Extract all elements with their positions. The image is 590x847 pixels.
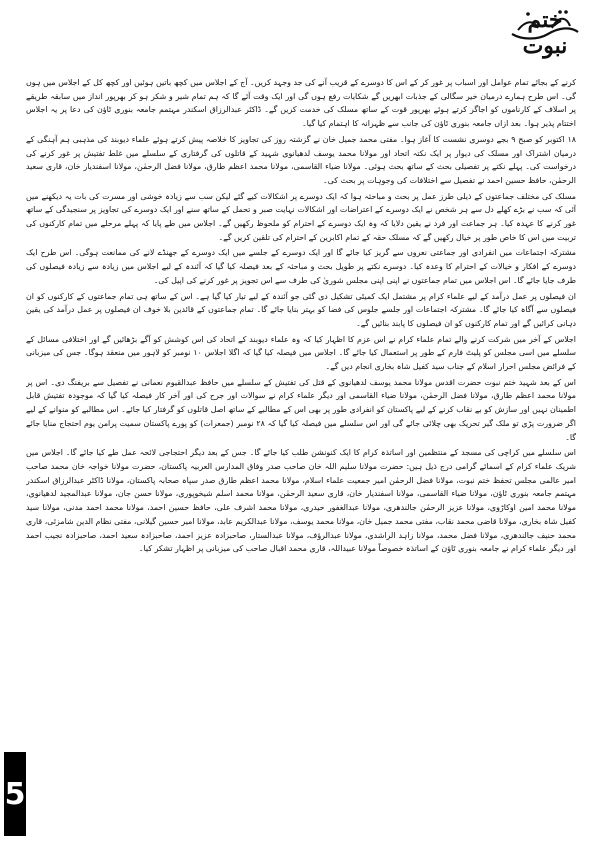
paragraph-6: اجلاس کے آخر میں شرکت کرنے والے تمام علماء کرام نے اس عزم کا اظہار کیا کہ وہ علماء دیوبند کے اتحاد کی اس کوشش کو آگے بڑھائیں گے اور اختلافی مسائل کے سلسلے میں اسی مجلس کو پلیٹ فارم کے طور پر استعمال کیا جائے گا۔ اجلاس میں فیصلہ کیا گیا کہ اگلا اجلاس ۱۰ نومبر کو لاہور میں منعقد ہوگا۔ جس کی میزبانی کے فرائض مجلس احرار اسلام کے جناب سید کفیل شاہ بخاری انجام دیں گے۔: [26, 334, 576, 372]
article-body: [26, 76, 576, 833]
page-number: 5: [4, 776, 26, 812]
paragraph-8: اس سلسلے میں کراچی کی مسجد کے منتظمین اور اساتذہ کرام کا ایک کنونشن طلب کیا جائے گا۔ جس کے بعد دیگر احتجاجی لائحہ عمل طے کیا جائے گا۔ اجلاس میں شریک علماء کرام کے اسمائے گرامی درج ذیل ہیں: حضرت مولانا سلیم اللہ خان صاحب صدر وفاق المدارس العربیہ پاکستان، حضرت مولانا خواجہ خان محمد صاحب امیر عالمی مجلس تحفظ ختم نبوت، مولانا فضل الرحمٰن امیر جمعیت علماء اسلام، مولانا محمد اعظم طارق صدر سپاہ صحابہ پاکستان، مولانا ڈاکٹر عبدالرزاق اسکندر مہتمم جامعہ بنوری ٹاؤن، مولانا ضیاء القاسمی، مولانا اسفندیار خان، قاری سعید الرحمٰن، مولانا محمد اسلم شیخوپوری، مولانا حسن جان، مولانا عبدالمجید لدھیانوی، مولانا محمد امین اوکاڑوی، مولانا عزیز الرحمٰن جالندھری، مولانا عبدالغفور حیدری، مولانا محمد اشرف علی، حافظ حسین احمد، مولانا محمد احمد مدنی، مولانا سید کفیل شاہ بخاری، مولانا قاضی محمد نقاب، مفتی محمد جمیل خان، مولانا محمد یوسف، مولانا عبدالکریم عابد، مولانا امیر حسین گیلانی، مفتی نظام الدین شامزئی، قاری محمد حنیف جالندھری، مولانا فضل محمد، مولانا زاہد الراشدی، مولانا عبدالرؤف، مولانا عبدالستار، صاحبزادہ عزیز احمد، صاحبزادہ سعید احمد، صاحبزادہ نجیب احمد اور دیگر علماء کرام نے جامعہ بنوری ٹاؤن کے اساتذہ خصوصاً مولانا عبیداللہ، قاری محمد اقبال صاحب کی میزبانی پر اظہار تشکر کیا۔: [26, 448, 576, 554]
page-number-tab: [4, 752, 26, 836]
masthead-title: ختم نبوت: [522, 7, 568, 59]
paragraph-3: مسلک کی مختلف جماعتوں کے ذیلی طرز عمل پر بحث و مباحثہ ہوا کہ ایک دوسرے پر اشکالات کیے گئے لیکن سب سے زیادہ خوشی اور مسرت کی بات یہ دیکھنے میں آئی کہ سب نے بڑے کھلے دل سے ہر شخص نے ایک دوسرے کے اعتراضات اور اشکالات نہایت صبر و تحمل کے ساتھ سنے اور ایک دوسرے کی تجاویز پر سنجیدگی کے ساتھ غور کرنے کا عہدہ کیا۔ ہر جماعت اور فرد نے یقین دلایا کہ وہ ایک دوسرے کے احترام کو ملحوظ رکھیں گے۔ اجلاس میں طے پایا کہ پہلے مرحلے میں تمام کارکنوں کی تربیت میں اس کا خاص طور پر خیال رکھیں گے کہ مسلک حقہ کے تمام اکابرین کے احترام کی تلقین کریں گے۔: [26, 191, 576, 242]
paragraph-1: کرنے کے بجائے تمام عوامل اور اسباب پر غور کر کے اس کا دوسرے کے قریب آنے کی جد وجہد کریں۔ آج کے اجلاس میں کچھ باتیں ہوئیں اور کچھ کل کے اجلاس میں ہوں گی۔ اس طرح ہمارے درمیان خیر سگالی کے جذبات ابھریں گے شکایات رفع ہوں گی اور ایک وقت آئے گا کہ ہم تمام شیر و شکر ہو کر بھرپور انداز میں سابقہ طریقے پر اسلاف کے کارناموں کو اجاگر کرتے ہوئے بھرپور قوت کے ساتھ مسلک کی خدمت کریں گے۔ ڈاکٹر عبدالرزاق اسکندر مہتمم جامعہ بنوری ٹاؤن کی دعا پر یہ اجلاس اختتام پذیر ہوا۔ بعد ازاں جامعہ بنوری ٹاؤن کی جانب سے ظہرانہ کا اہتمام کیا گیا۔: [26, 78, 576, 129]
paragraph-7: اس کے بعد شہید ختم نبوت حضرت اقدس مولانا محمد یوسف لدھیانوی کے قتل کی تفتیش کے سلسلے میں حافظ عبدالقیوم نعمانی نے تفصیل سے بریفنگ دی۔ اس پر مولانا محمد اعظم طارق، مولانا فضل الرحمٰن، مولانا ضیاء القاسمی اور دیگر علماء کرام نے سوالات اور جرح کی اور آخر کار فیصلہ کیا گیا کہ موجودہ تفتیش قابل اطمینان نہیں اور سازش کو بے نقاب کرنے کے لیے پاکستان کو انفرادی طور پر بھی اس کے مطالبے کے ساتھ اصل قاتلوں کو گرفتار کیا جائے۔ اس مطالبے کو منوانے کے لیے اگر ضرورت پڑی تو ملک گیر تحریک بھی چلائی جائے گی اور اس سلسلے میں فیصلہ کیا گیا کہ ۲۸ نومبر (جمعرات) کو پورے پاکستان سمیت پرامن یوم احتجاج منایا جائے گا۔: [26, 377, 576, 442]
paragraph-2: ۱۸ اکتوبر کو صبح ۹ بجے دوسری نشست کا آغاز ہوا۔ مفتی محمد جمیل خان نے گزشتہ روز کی تجاویز کا خلاصہ پیش کرتے ہوئے علماء دیوبند کی مذہبی ہم آہنگی کے درمیان اشتراک اور مسلک کی دیوار پر ایک نکتہ اتحاد اور مولانا محمد یوسف لدھیانوی شہید کے قاتلوں کی گرفتاری کے سلسلے میں غلط تفتیش پر غور کرنے کی درخواست کی۔ پہلے نکتے پر تفصیلی بحث کے ساتھ بحث ہوئی۔ مولانا ضیاء القاسمی، مولانا محمد اعظم طارق، مولانا فضل الرحمٰن، مولانا اسفندیار خان، قاری سعید الرحمٰن، حافظ حسین احمد نے تفصیل سے اختلافات کی وجوہات پر بحث کی۔: [26, 134, 576, 185]
paragraph-5: ان فیصلوں پر عمل درآمد کے لیے علماء کرام پر مشتمل ایک کمیٹی تشکیل دی گئی جو آئندہ کے لیے تیار کیا گیا ہے۔ اس کے ساتھ ہی تمام جماعتوں کے کارکنوں کو ان فیصلوں سے آگاہ کیا جائے گا۔ مشترکہ اجتماعات اور جلسے جلوس کی فضا کو بہتر بنایا جائے گا۔ تمام جماعتوں کے قائدین بلا خوف ان فیصلوں پر عمل درآمد کی یقین دہانی کرائیں گے اور تمام کارکنوں کو ان فیصلوں کا پابند بنائیں گے۔: [26, 291, 576, 328]
paragraph-4: مشترکہ اجتماعات میں انفرادی اور جماعتی نعروں سے گریز کیا جائے گا اور ایک دوسرے کے جلسے میں ایک دوسرے کے جھنڈے لانے کی ممانعت ہوگی۔ اس طرح ایک دوسرے کے افکار و خیالات کے احترام کا وعدہ کیا۔ دوسرے نکتے پر طویل بحث و مباحثہ کے بعد فیصلہ کیا گیا کہ آئندہ کے لیے اجلاس میں زیادہ سے زیادہ فیصلوں کی طرف جایا جائے گا۔ اس اجلاس میں تمام جماعتوں نے اپنی اپنی مجلس شوریٰ کی طرف سے اس تجویز پر غور کرنے کی اپیل کی۔: [26, 248, 576, 285]
